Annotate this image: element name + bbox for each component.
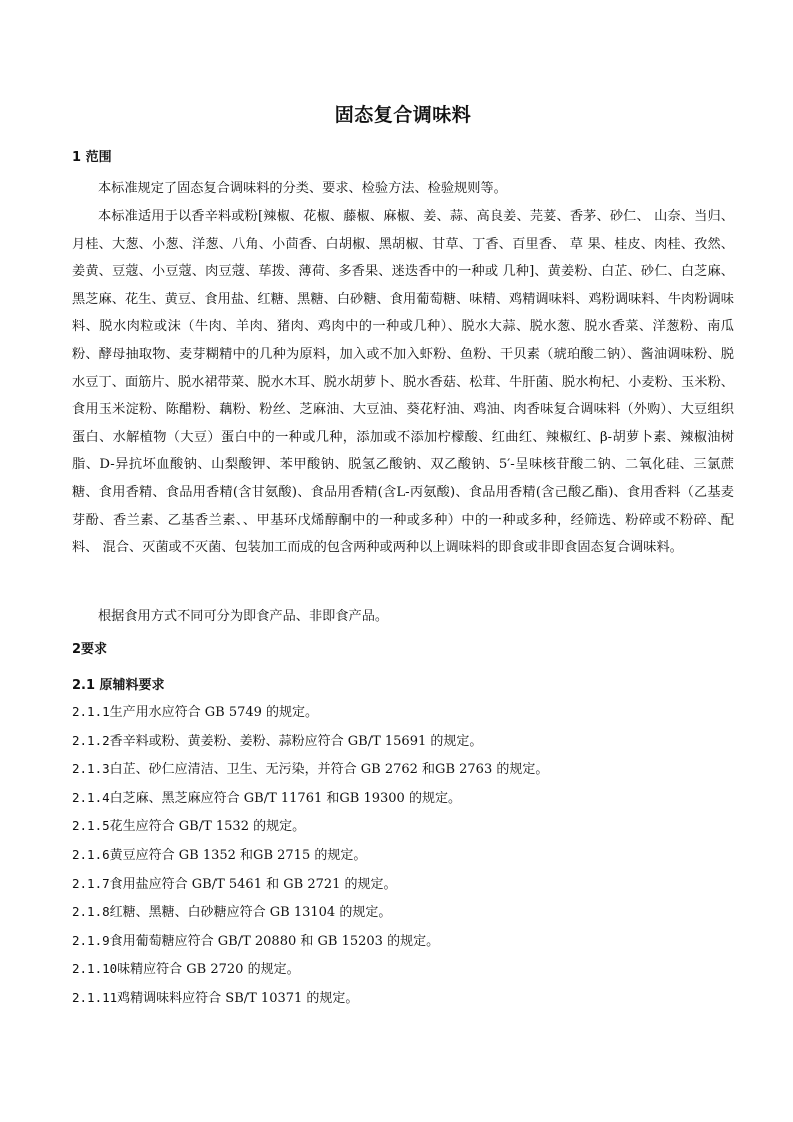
clause-number: 2.1.7	[72, 875, 110, 891]
clause-number: 2.1.5	[72, 818, 110, 834]
clause-number: 2.1.3	[72, 761, 110, 777]
clause-item	[72, 701, 318, 720]
clause-number: 2.1.6	[72, 847, 110, 862]
scope-paragraph-3: 根据食用方式不同可分为即食产品、非即食产品。	[98, 609, 389, 624]
clause-text: 味精应符合 GB 2720 的规定。	[117, 962, 300, 978]
clause-number: 2.1.10	[72, 961, 118, 977]
clause-text: 食用盐应符合 GB/T 5461 和 GB 2721 的规定。	[109, 876, 397, 892]
clause-text: 白芷、砂仁应清洁、卫生、无污染，并符合 GB 2762 和GB 2763 的规定。	[109, 762, 549, 778]
clause-item	[72, 987, 358, 1006]
clause-number: 2.1.4	[72, 789, 110, 805]
clause-text: 生产用水应符合 GB 5749 的规定。	[109, 705, 319, 720]
document-title: 固态复合调味料	[334, 104, 472, 126]
clause-text: 香辛料或粉、黄姜粉、姜粉、蒜粉应符合 GB/T 15691 的规定。	[109, 733, 483, 749]
clause-number: 2.1.1	[72, 704, 110, 719]
subsection-heading-raw-materials: 2.1 原辅料要求	[72, 678, 165, 693]
clause-text: 花生应符合 GB/T 1532 的规定。	[109, 819, 306, 835]
clause-item	[72, 873, 397, 892]
clause-item	[72, 787, 461, 806]
scope-paragraph-1: 本标准规定了固态复合调味料的分类、要求、检验方法、检验规则等。	[98, 181, 507, 196]
clause-number: 2.1.2	[72, 732, 110, 748]
clause-number: 2.1.8	[72, 904, 110, 920]
section-heading-requirements: 2要求	[72, 642, 108, 657]
clause-number: 2.1.9	[72, 932, 110, 948]
clause-item	[72, 730, 482, 749]
clause-text: 黄豆应符合 GB 1352 和GB 2715 的规定。	[109, 848, 367, 863]
section-heading-scope: 1 范围	[72, 150, 112, 165]
clause-item	[72, 844, 366, 863]
clause-item	[72, 930, 439, 949]
clause-item	[72, 758, 548, 777]
clause-text: 鸡精调味料应符合 SB/T 10371 的规定。	[117, 991, 359, 1006]
clause-item	[72, 958, 300, 977]
clause-text: 白芝麻、黑芝麻应符合 GB/T 11761 和GB 19300 的规定。	[109, 790, 461, 806]
clause-item	[72, 901, 391, 920]
clause-text: 红糖、黑糖、白砂糖应符合 GB 13104 的规定。	[109, 905, 392, 921]
scope-paragraph-2: 本标准适用于以香辛料或粉[辣椒、花椒、藤椒、麻椒、姜、蒜、高良姜、芫荽、香茅、砂仁、 山奈、当归、月桂、大葱、小葱、洋葱、八角、小茴香、白胡椒、黑胡椒、甘草、丁香、百里香、 草 果、桂皮、肉桂、孜然、姜黄、豆蔻、小豆蔻、肉豆蔻、荜拨、薄荷、多香果、迷迭香中的一种或 几种]、黄姜粉、白芷、砂仁、白芝麻、黑芝麻、花生、黄豆、食用盐、红糖、黑糖、白砂糖、食用葡萄糖、味精、鸡精调味料、鸡粉调味料、牛肉粉调味料、脱水肉粒或沫（牛肉、羊肉、猪肉、鸡肉中的一种或几种）、脱水大蒜、脱水葱、脱水香菜、洋葱粉、南瓜粉、酵母抽取物、麦芽糊精中的几种为原料，加入或不加入虾粉、鱼粉、干贝素（琥珀酸二钠）、酱油调味粉、脱水豆丁、面筋片、脱水裙带菜、脱水木耳、脱水胡萝卜、脱水香菇、松茸、牛肝菌、脱水枸杞、小麦粉、玉米粉、食用玉米淀粉、陈醋粉、藕粉、粉丝、芝麻油、大豆油、葵花籽油、鸡油、肉香味复合调味料（外购）、大豆组织蛋白、水解植物（大豆）蛋白中的一种或几种，添加或不添加柠檬酸、红曲红、辣椒红、β-胡萝卜素、辣椒油树脂、D-异抗坏血酸钠、山梨酸钾、苯甲酸钠、脱氢乙酸钠、双乙酸钠、5′-呈味核苷酸二钠、二氧化硅、三氯蔗糖、食用香精、食品用香精(含甘氨酸)、食品用香精(含L-丙氨酸)、食品用香精(含己酸乙酯)、食用香料（乙基麦芽酚、香兰素、乙基香兰素、、甲基环戊烯醇酮中的一种或多种）中的一种或多种，经筛选、粉碎或不粉碎、配料、 混合、灭菌或不灭菌、包装加工而成的包含两种或两种以上调味料的即食或非即食固态复合调味料。	[72, 209, 734, 556]
clause-text: 食用葡萄糖应符合 GB/T 20880 和 GB 15203 的规定。	[109, 933, 440, 949]
clause-item	[72, 815, 305, 834]
clause-number: 2.1.11	[72, 990, 118, 1005]
